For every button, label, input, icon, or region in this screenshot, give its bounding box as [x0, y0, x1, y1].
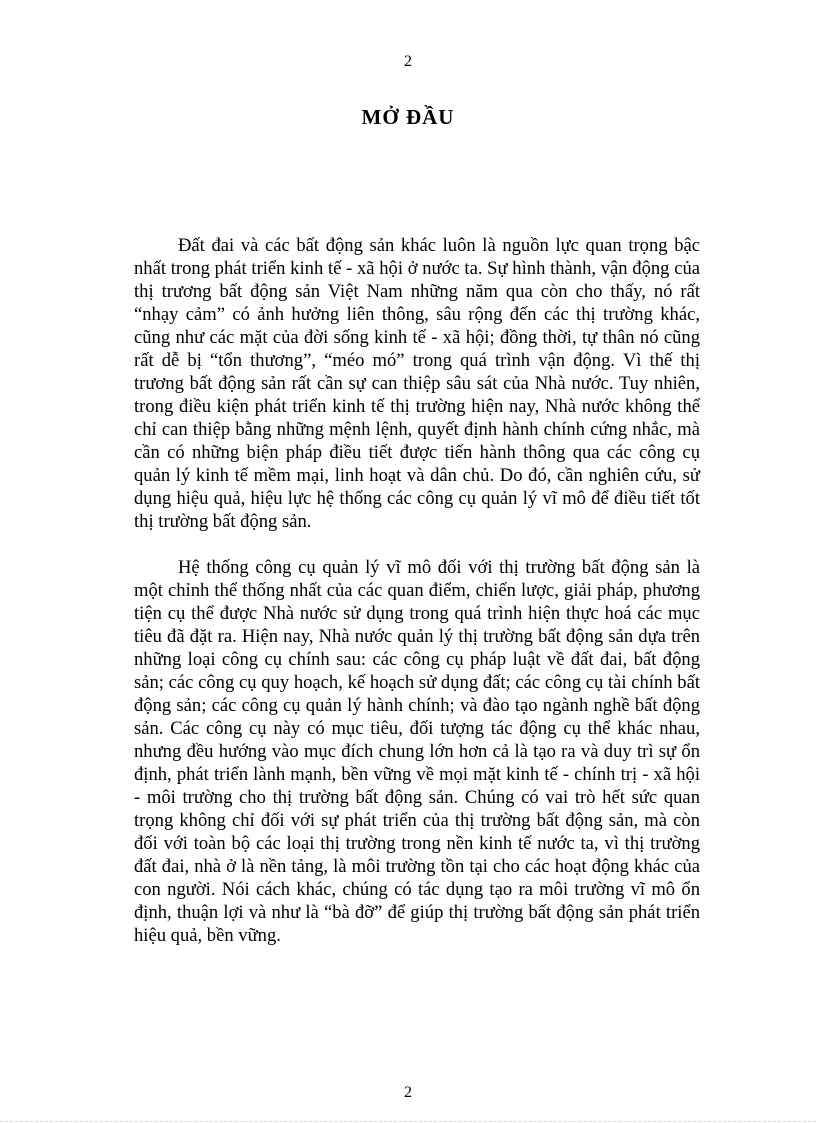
- footer-page-number: 2: [404, 1084, 412, 1101]
- document-title: MỞ ĐẦU: [361, 105, 455, 129]
- document-body: [134, 234, 700, 947]
- paragraph-2: Hệ thống công cụ quản lý vĩ mô đối với thị trường bất động sản là một chỉnh thể thống nhất của các quan điểm, chiến lược, giải pháp, phương tiện cụ thể được Nhà nước sử dụng trong quá trình hiện thực hoá các mục tiêu đã đặt ra. Hiện nay, Nhà nước quản lý thị trường bất động sản dựa trên những loại công cụ chính sau: các công cụ pháp luật về đất đai, bất động sản; các công cụ quy hoạch, kế hoạch sử dụng đất; các công cụ tài chính bất động sản; các công cụ quản lý hành chính; và đào tạo ngành nghề bất động sản. Các công cụ này có mục tiêu, đối tượng tác động cụ thể khác nhau, nhưng đều hướng vào mục đích chung lớn hơn cả là tạo ra và duy trì sự ổn định, phát triển lành mạnh, bền vững về mọi mặt kinh tế - chính trị - xã hội - môi trường cho thị trường bất động sản. Chúng có vai trò hết sức quan trọng không chỉ đối với sự phát triển của thị trường bất động sản, mà còn đối với toàn bộ các loại thị trường trong nền kinh tế nước ta, vì thị trường đất đai, nhà ở là nền tảng, là môi trường tồn tại cho các hoạt động khác của con người. Nói cách khác, chúng có tác dụng tạo ra môi trường vĩ mô ổn định, thuận lợi và như là “bà đỡ” để giúp thị trường bất động sản phát triển hiệu quả, bền vững.: [134, 557, 700, 946]
- header-page-number: 2: [404, 53, 412, 70]
- page-edge-divider: [0, 1121, 816, 1122]
- paragraph-1: Đất đai và các bất động sản khác luôn là nguồn lực quan trọng bậc nhất trong phát triển kinh tế - xã hội ở nước ta. Sự hình thành, vận động của thị trương bất động sản Việt Nam những năm qua còn cho thấy, nó rất “nhạy cảm” có ảnh hưởng liên thông, sâu rộng đến các thị trường khác, cũng như các mặt của đời sống kinh tế - xã hội; đồng thời, tự thân nó cũng rất dễ bị “tổn thương”, “méo mó” trong quá trình vận động. Vì thế thị trương bất động sản rất cần sự can thiệp sâu sát của Nhà nước. Tuy nhiên, trong điều kiện phát triển kinh tế thị trường hiện nay, Nhà nước không thể chỉ can thiệp bằng những mệnh lệnh, quyết định hành chính cứng nhắc, mà cần có những biện pháp điều tiết được tiến hành thông qua các công cụ quản lý kinh tế mềm mại, linh hoạt và dân chủ. Do đó, cần nghiên cứu, sử dụng hiệu quả, hiệu lực hệ thống các công cụ quản lý vĩ mô để điều tiết tốt thị trường bất động sản.: [134, 235, 700, 532]
